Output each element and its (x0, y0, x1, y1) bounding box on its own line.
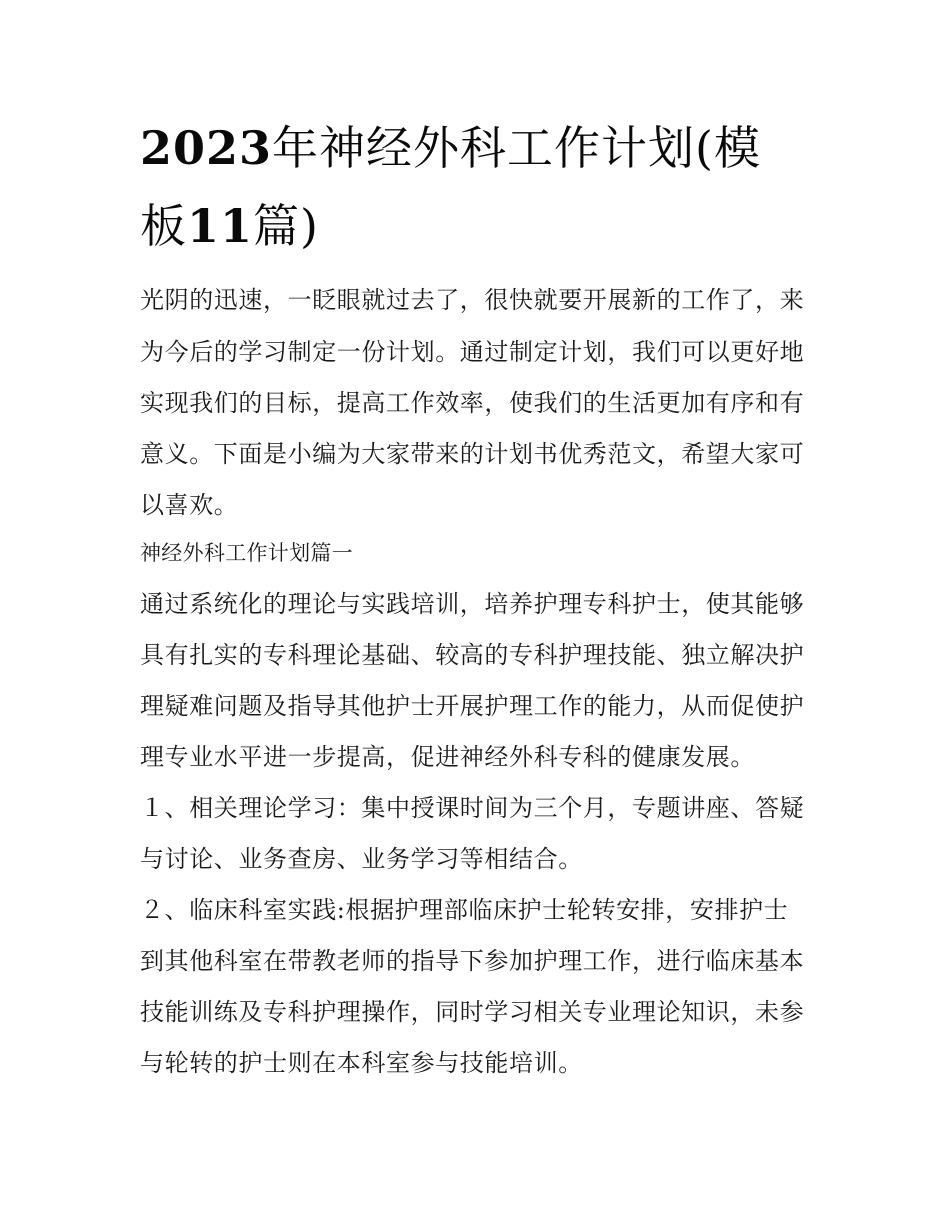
section-heading: 神经外科工作计划篇一 (140, 541, 353, 565)
intro-line: 为今后的学习制定一份计划。通过制定计划，我们可以更好地 (140, 338, 805, 366)
section-line: 理疑难问题及指导其他护士开展护理工作的能力，从而促使护 (140, 692, 805, 720)
section-line: 具有扎实的专科理论基础、较高的专科护理技能、独立解决护 (140, 641, 805, 669)
title-text-2b: 篇) (253, 199, 319, 253)
section-line: 到其他科室在带教老师的指导下参加护理工作，进行临床基本 (140, 947, 805, 975)
title-text-2a: 板 (140, 199, 187, 253)
title-text-1: 年神经外科工作计划(模 (272, 121, 761, 175)
intro-line: 意义。下面是小编为大家带来的计划书优秀范文，希望大家可 (140, 440, 805, 468)
section-line: 与讨论、业务查房、业务学习等相结合。 (140, 845, 583, 873)
section-line: ２、临床科室实践:根据护理部临床护士轮转安排，安排护士 (140, 896, 789, 924)
document-title-line-2 (140, 198, 820, 254)
title-year: 2023 (140, 121, 273, 175)
section-line: 与轮转的护士则在本科室参与技能培训。 (140, 1049, 583, 1077)
title-count: 11 (187, 199, 254, 253)
document-title-line-1 (140, 120, 820, 176)
intro-line: 光阴的迅速，一眨眼就过去了，很快就要开展新的工作了，来 (140, 286, 805, 314)
section-line: 理专业水平进一步提高，促进神经外科专科的健康发展。 (140, 743, 755, 771)
section-line: 技能训练及专科护理操作，同时学习相关专业理论知识，未参 (140, 998, 805, 1026)
intro-line: 以喜欢。 (140, 491, 239, 519)
section-line: １、相关理论学习：集中授课时间为三个月，专题讲座、答疑 (140, 794, 805, 822)
intro-line: 实现我们的目标，提高工作效率，使我们的生活更加有序和有 (140, 389, 805, 417)
section-line: 通过系统化的理论与实践培训，培养护理专科护士，使其能够 (140, 590, 805, 618)
